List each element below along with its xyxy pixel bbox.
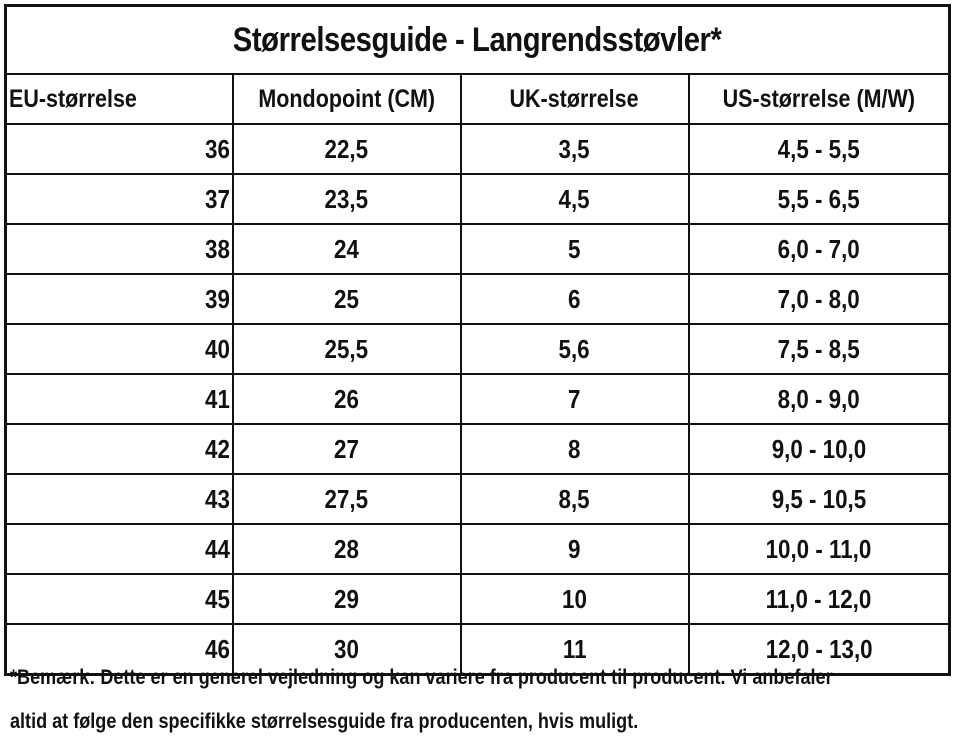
cell-uk	[461, 374, 689, 424]
table-row	[6, 324, 950, 374]
column-header-eu	[6, 74, 233, 124]
cell-value: 37	[204, 183, 230, 214]
cell-value: 9	[568, 533, 581, 564]
cell-value: 10,0 - 11,0	[765, 533, 872, 564]
cell-value: 42	[204, 433, 230, 464]
cell-value: 27,5	[324, 483, 369, 514]
cell-eu	[6, 574, 233, 624]
cell-value: 26	[334, 383, 359, 414]
cell-mondopoint	[233, 224, 461, 274]
cell-us	[689, 524, 950, 574]
cell-value: 5,5 - 6,5	[777, 183, 860, 214]
cell-us	[689, 124, 950, 174]
column-header-label: UK-størrelse	[509, 84, 640, 113]
cell-value: 36	[204, 133, 230, 164]
cell-value: 24	[334, 233, 359, 264]
cell-value: 5	[568, 233, 581, 264]
cell-eu	[6, 324, 233, 374]
cell-mondopoint	[233, 274, 461, 324]
table-row	[6, 174, 950, 224]
table-row	[6, 574, 950, 624]
cell-value: 8,0 - 9,0	[777, 383, 860, 414]
cell-value: 22,5	[324, 133, 369, 164]
cell-uk	[461, 524, 689, 574]
table-row	[6, 124, 950, 174]
cell-mondopoint	[233, 474, 461, 524]
table-row	[6, 424, 950, 474]
cell-mondopoint	[233, 324, 461, 374]
cell-us	[689, 224, 950, 274]
cell-mondopoint	[233, 524, 461, 574]
table-body	[6, 124, 950, 675]
cell-eu	[6, 474, 233, 524]
cell-value: 45	[204, 583, 230, 614]
cell-mondopoint	[233, 374, 461, 424]
cell-value: 11	[562, 633, 587, 664]
cell-value: 40	[204, 333, 230, 364]
cell-value: 6,0 - 7,0	[777, 233, 860, 264]
cell-value: 8,5	[558, 483, 591, 514]
table-row	[6, 474, 950, 524]
cell-value: 9,5 - 10,5	[771, 483, 867, 514]
cell-value: 12,0 - 13,0	[765, 633, 873, 664]
cell-value: 10	[562, 583, 587, 614]
column-header-mondopoint	[233, 74, 461, 124]
footnote	[10, 656, 950, 744]
cell-eu	[6, 224, 233, 274]
footnote-text: *Bemærk: Dette er en generel vejledning og kan variere fra producent til producent. Vi anbefaler	[10, 666, 833, 689]
table-row	[6, 274, 950, 324]
column-header-uk	[461, 74, 689, 124]
cell-value: 7,0 - 8,0	[777, 283, 860, 314]
cell-value: 38	[204, 233, 230, 264]
cell-uk	[461, 174, 689, 224]
table-row	[6, 524, 950, 574]
column-header-us	[689, 74, 950, 124]
cell-mondopoint	[233, 174, 461, 224]
table-row	[6, 374, 950, 424]
cell-value: 44	[204, 533, 230, 564]
cell-uk	[461, 474, 689, 524]
cell-value: 5,6	[558, 333, 591, 364]
cell-value: 41	[204, 383, 230, 414]
footnote-text: altid at følge den specifikke størrelsesguide fra producenten, hvis muligt.	[10, 710, 639, 733]
cell-value: 23,5	[324, 183, 369, 214]
cell-us	[689, 374, 950, 424]
table-title: Størrelsesguide - Langrendsstøvler*	[233, 20, 722, 59]
cell-us	[689, 274, 950, 324]
cell-eu	[6, 174, 233, 224]
cell-us	[689, 424, 950, 474]
cell-uk	[461, 274, 689, 324]
cell-value: 7,5 - 8,5	[777, 333, 860, 364]
cell-mondopoint	[233, 424, 461, 474]
cell-eu	[6, 524, 233, 574]
cell-value: 46	[204, 633, 230, 664]
column-header-label: US-størrelse (M/W)	[722, 84, 915, 113]
table-title-cell	[6, 6, 950, 75]
cell-value: 8	[568, 433, 581, 464]
cell-uk	[461, 574, 689, 624]
cell-value: 43	[204, 483, 230, 514]
column-header-label: EU-størrelse	[9, 84, 137, 113]
cell-value: 4,5	[558, 183, 591, 214]
cell-value: 6	[568, 283, 581, 314]
cell-value: 25	[334, 283, 359, 314]
cell-eu	[6, 274, 233, 324]
cell-value: 4,5 - 5,5	[777, 133, 860, 164]
cell-value: 3,5	[558, 133, 591, 164]
cell-value: 28	[334, 533, 359, 564]
header-row	[6, 74, 950, 124]
cell-value: 29	[334, 583, 359, 614]
cell-eu	[6, 374, 233, 424]
footnote-line-1	[10, 656, 950, 700]
table-row	[6, 224, 950, 274]
cell-uk	[461, 124, 689, 174]
cell-value: 9,0 - 10,0	[771, 433, 867, 464]
title-row	[6, 6, 950, 75]
cell-value: 39	[204, 283, 230, 314]
column-header-label: Mondopoint (CM)	[258, 84, 435, 113]
cell-value: 27	[334, 433, 359, 464]
cell-us	[689, 174, 950, 224]
cell-mondopoint	[233, 124, 461, 174]
cell-eu	[6, 124, 233, 174]
size-guide-table	[4, 4, 951, 676]
cell-eu	[6, 424, 233, 474]
cell-us	[689, 474, 950, 524]
footnote-line-2	[10, 700, 950, 744]
cell-value: 25,5	[324, 333, 369, 364]
cell-value: 11,0 - 12,0	[765, 583, 872, 614]
cell-us	[689, 574, 950, 624]
cell-us	[689, 324, 950, 374]
cell-uk	[461, 424, 689, 474]
cell-uk	[461, 224, 689, 274]
cell-value: 7	[568, 383, 581, 414]
cell-value: 30	[334, 633, 359, 664]
cell-mondopoint	[233, 574, 461, 624]
cell-uk	[461, 324, 689, 374]
